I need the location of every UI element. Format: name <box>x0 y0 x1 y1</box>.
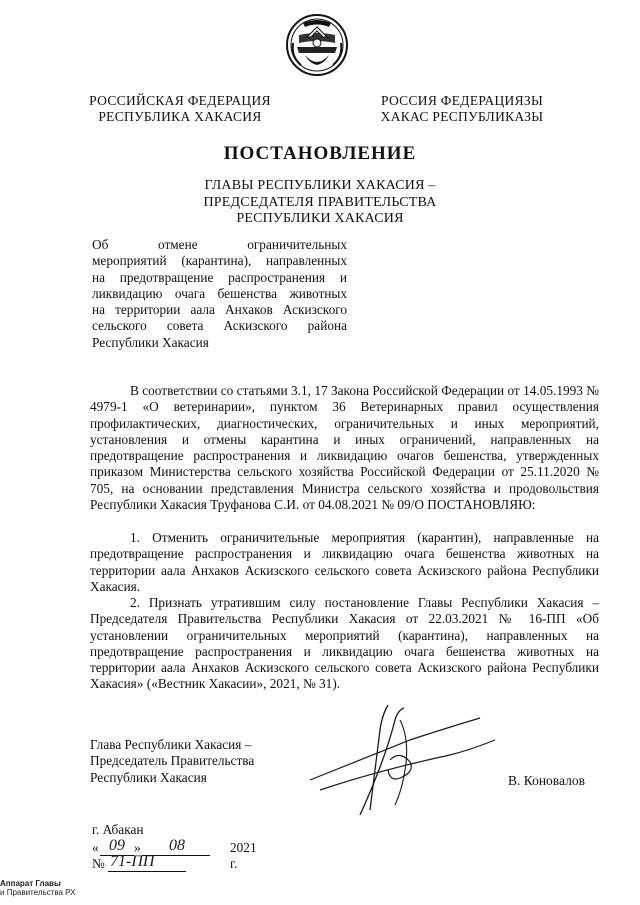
signatory-position <box>90 737 254 786</box>
subject-line: на предотвращение распространения и <box>92 269 347 285</box>
day-field: 09 <box>109 837 125 854</box>
issuer-line2: ПРЕДСЕДАТЕЛЯ ПРАВИТЕЛЬСТВА <box>203 194 437 210</box>
month-field: 08 <box>169 837 185 854</box>
position-line3: Республики Хакасия <box>90 769 207 785</box>
issuer <box>0 178 640 228</box>
registry-stamp <box>0 879 100 897</box>
handwritten-signature <box>300 700 500 820</box>
stamp-line2: и Правительства РХ <box>0 888 76 897</box>
subject-line: Республики Хакасия <box>92 334 209 350</box>
number-field: 71-ПП <box>110 853 155 870</box>
stamp-line1: Аппарат Главы <box>0 879 61 888</box>
quote-close: » <box>134 840 141 855</box>
year: 2021 г. <box>230 840 257 871</box>
document-type: ПОСТАНОВЛЕНИЕ <box>223 143 417 164</box>
number-prefix: № <box>92 856 105 871</box>
subject-line: Об отмене ограничительных <box>92 237 347 252</box>
issuer-line3: РЕСПУБЛИКИ ХАКАСИЯ <box>236 211 404 226</box>
position-line2: Председатель Правительства <box>90 753 255 769</box>
resolution-item-2: 2. Признать утратившим силу постановление Главы Республики Хакасия – Председателя Правительства Республики Хакасия от 22.03.2021 № 16-ПП «Об установлении ограничительных мероприятий (карантина), направленных на предотвращение распространения и ликвидацию очага бешенства животных на территории аала Анхаков Аскизского сельского совета Аскизского района Республики Хакасия» («Вестник Хакасии», 2021, № 31). <box>90 595 599 692</box>
position-line1: Глава Республики Хакасия – <box>90 737 252 752</box>
document-subject <box>92 237 347 351</box>
subject-line: на территории аала Анхаков Аскизского <box>92 302 347 318</box>
number-line <box>92 853 202 874</box>
issuer-line1: ГЛАВЫ РЕСПУБЛИКИ ХАКАСИЯ – <box>204 178 436 193</box>
preamble-paragraph: В соответствии со статьями 3.1, 17 Закона Российской Федерации от 14.05.1993 № 4979-1 «О ветеринарии», пунктом 36 Ветеринарных правил осуществления профилактических, диагностических, ограничительных и иных мероприятий, установления и отмены карантина и иных ограничений, направленных на предотвращение распространения и ликвидацию очагов бешенства, утвержденных приказом Министерства сельского хозяйства Российской Федерации от 25.11.2020 № 705, на основании представления Министра сельского хозяйства и продовольствия Республики Хакасия Труфанова С.И. от 04.08.2021 № 09/О ПОСТАНОВЛЯЮ: <box>90 383 599 513</box>
header-right-line2: ХАКАС РЕСПУБЛИКАЗЫ <box>380 109 544 124</box>
header-right-line1: РОССИЯ ФЕДЕРАЦИЯЗЫ <box>380 93 544 108</box>
header-left-line2: РЕСПУБЛИКА ХАКАСИЯ <box>98 109 262 124</box>
coat-of-arms-icon <box>285 13 349 77</box>
header-left-line1: РОССИЙСКАЯ ФЕДЕРАЦИЯ <box>89 93 271 108</box>
subject-line: мероприятий (карантина), направленных <box>92 253 347 269</box>
number-underline <box>108 871 186 872</box>
subject-line: ликвидацию очага бешенства животных <box>92 285 347 301</box>
city: г. Абакан <box>92 822 144 837</box>
resolution-item-1: 1. Отменить ограничительные мероприятия (карантин), направленные на предотвращение распространения и ликвидацию очага бешенства животных на территории аала Анхаков Аскизского сельского совета Аскизского района Республики Хакасия. <box>90 530 599 594</box>
subject-line: сельского совета Аскизского района <box>92 318 347 334</box>
header-left <box>80 93 280 125</box>
quote-open: « <box>92 840 99 855</box>
signatory-name: В. Коновалов <box>508 773 585 788</box>
header-right <box>362 93 562 125</box>
